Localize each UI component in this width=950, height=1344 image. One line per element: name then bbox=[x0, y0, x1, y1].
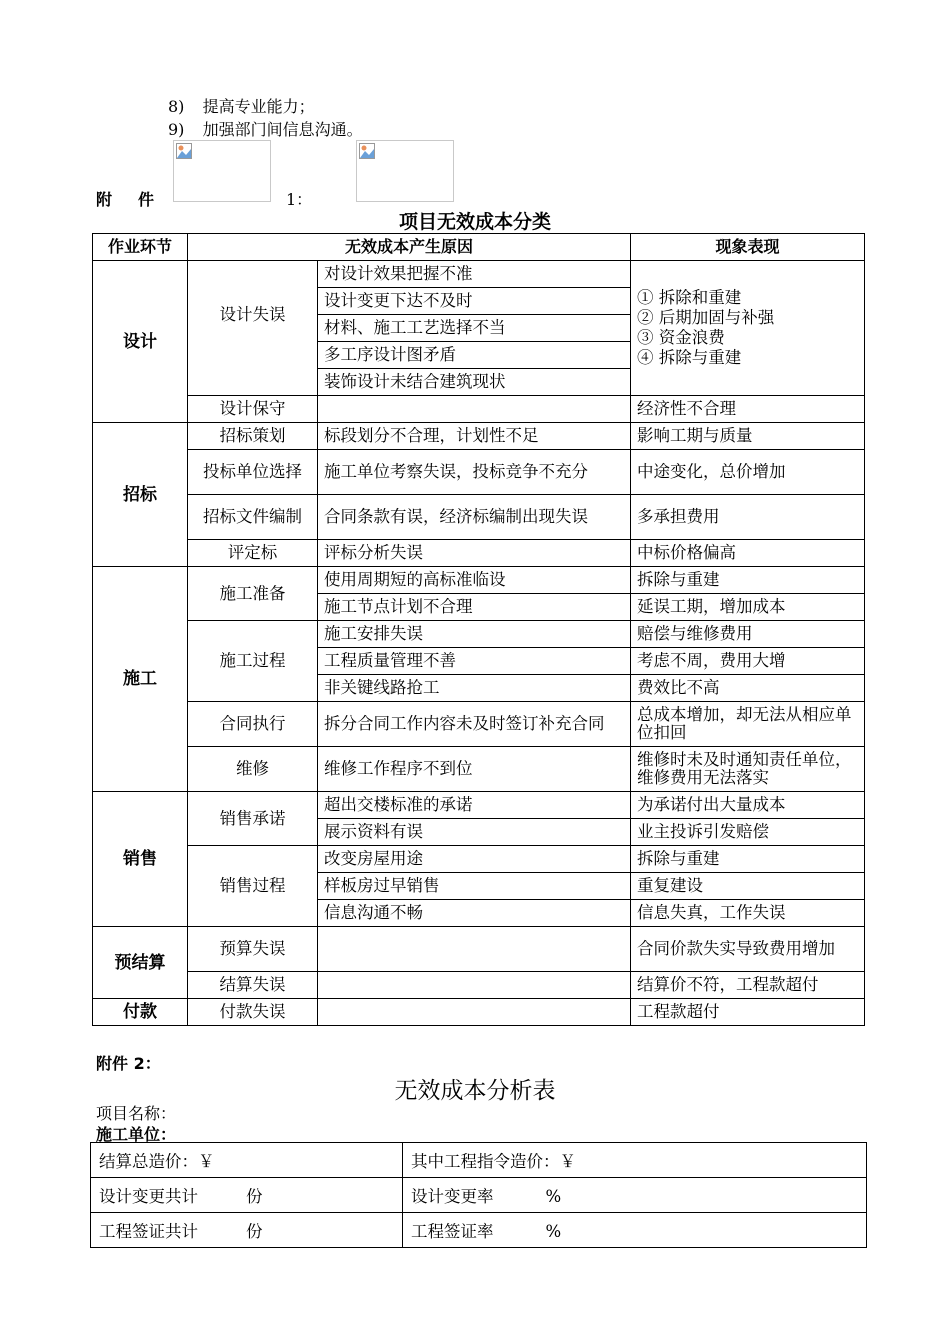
effect-cell: 延误工期，增加成本 bbox=[631, 594, 865, 621]
table-row bbox=[93, 621, 865, 648]
table-row bbox=[93, 927, 865, 972]
sub-cell: 合同执行 bbox=[188, 702, 318, 747]
effect-line: ① 拆除和重建 bbox=[637, 288, 742, 307]
instruction-cost-cell bbox=[403, 1143, 867, 1178]
broken-image-icon bbox=[176, 143, 192, 159]
table-row bbox=[93, 972, 865, 999]
cell-label: 其中工程指令造价：￥ bbox=[411, 1152, 576, 1171]
sub-design-conservative: 设计保守 bbox=[188, 396, 318, 423]
design-change-count-cell bbox=[91, 1178, 403, 1213]
reason-cell: 非关键线路抢工 bbox=[318, 675, 631, 702]
invalid-cost-category-table bbox=[92, 233, 865, 1026]
sub-cell: 施工准备 bbox=[188, 567, 318, 621]
header-effect: 现象表现 bbox=[631, 234, 865, 261]
list-item-8 bbox=[168, 94, 315, 117]
effect-cell: 维修时未及时通知责任单位，维修费用无法落实 bbox=[631, 747, 865, 792]
reason-cell: 使用周期短的高标准临设 bbox=[318, 567, 631, 594]
sub-cell: 销售承诺 bbox=[188, 792, 318, 846]
table-row bbox=[93, 792, 865, 819]
sub-cell: 销售过程 bbox=[188, 846, 318, 927]
table-row bbox=[93, 846, 865, 873]
table-row bbox=[93, 261, 865, 288]
effect-cell: 为承诺付出大量成本 bbox=[631, 792, 865, 819]
list-text: 加强部门间信息沟通。 bbox=[202, 120, 363, 139]
table-row bbox=[93, 495, 865, 540]
effect-cell: 重复建设 bbox=[631, 873, 865, 900]
effect-cell: 中途变化，总价增加 bbox=[631, 450, 865, 495]
stage-construction: 施工 bbox=[93, 567, 188, 792]
sub-cell: 投标单位选择 bbox=[188, 450, 318, 495]
table-header-row bbox=[93, 234, 865, 261]
attachment1-number: 1： bbox=[286, 190, 313, 209]
reason-cell: 材料、施工工艺选择不当 bbox=[318, 315, 631, 342]
sub-cell: 维修 bbox=[188, 747, 318, 792]
reason-cell: 评标分析失误 bbox=[318, 540, 631, 567]
effect-line: ② 后期加固与补强 bbox=[637, 308, 775, 327]
cell-label: 设计变更共计 bbox=[99, 1187, 198, 1206]
reason-cell: 施工安排失误 bbox=[318, 621, 631, 648]
site-visa-count-cell bbox=[91, 1213, 403, 1248]
table-row bbox=[93, 540, 865, 567]
reason-cell: 超出交楼标准的承诺 bbox=[318, 792, 631, 819]
reason-cell: 装饰设计未结合建筑现状 bbox=[318, 369, 631, 396]
reason-cell: 合同条款有误，经济标编制出现失误 bbox=[318, 495, 631, 540]
table-row bbox=[93, 747, 865, 792]
effect-cell: 经济性不合理 bbox=[631, 396, 865, 423]
effect-cell: 总成本增加，却无法从相应单位扣回 bbox=[631, 702, 865, 747]
reason-cell: 拆分合同工作内容未及时签订补充合同 bbox=[318, 702, 631, 747]
table-row bbox=[91, 1178, 867, 1213]
cell-unit: % bbox=[545, 1187, 562, 1206]
reason-cell bbox=[318, 972, 631, 999]
reason-cell: 工程质量管理不善 bbox=[318, 648, 631, 675]
attachment1-label-b: 件 bbox=[138, 190, 155, 209]
invalid-cost-analysis-table bbox=[90, 1142, 867, 1248]
effect-cell: 结算价不符，工程款超付 bbox=[631, 972, 865, 999]
list-item-9 bbox=[168, 117, 363, 140]
reason-cell: 样板房过早销售 bbox=[318, 873, 631, 900]
reason-cell: 设计变更下达不及时 bbox=[318, 288, 631, 315]
cell-label: 设计变更率 bbox=[411, 1187, 494, 1206]
reason-cell: 施工单位考察失误，投标竞争不充分 bbox=[318, 450, 631, 495]
list-number: 8) bbox=[168, 97, 185, 116]
sub-cell: 招标文件编制 bbox=[188, 495, 318, 540]
effect-cell: 费效比不高 bbox=[631, 675, 865, 702]
stage-payment: 付款 bbox=[93, 999, 188, 1026]
reason-cell-empty bbox=[318, 396, 631, 423]
sub-cell: 评定标 bbox=[188, 540, 318, 567]
effect-cell: 拆除与重建 bbox=[631, 567, 865, 594]
stage-tender: 招标 bbox=[93, 423, 188, 567]
sub-cell: 施工过程 bbox=[188, 621, 318, 702]
effect-cell: 多承担费用 bbox=[631, 495, 865, 540]
effect-cell: 拆除与重建 bbox=[631, 846, 865, 873]
project-name-label: 项目名称： bbox=[96, 1104, 177, 1123]
header-stage: 作业环节 bbox=[93, 234, 188, 261]
broken-image-placeholder bbox=[173, 140, 271, 202]
table1-title: 项目无效成本分类 bbox=[398, 211, 551, 233]
cell-unit: 份 bbox=[246, 1187, 263, 1206]
cell-unit: 份 bbox=[246, 1222, 263, 1241]
effect-cell: 工程款超付 bbox=[631, 999, 865, 1026]
total-cost-cell bbox=[91, 1143, 403, 1178]
contractor-label: 施工单位： bbox=[96, 1125, 177, 1144]
cell-label: 工程签证共计 bbox=[99, 1222, 198, 1241]
cell-unit: % bbox=[545, 1222, 562, 1241]
reason-cell: 标段划分不合理，计划性不足 bbox=[318, 423, 631, 450]
table2-title: 无效成本分析表 bbox=[394, 1078, 556, 1104]
reason-cell bbox=[318, 999, 631, 1026]
effect-line: ③ 资金浪费 bbox=[637, 328, 725, 347]
attachment2-label: 附件 2： bbox=[96, 1054, 161, 1073]
table-row bbox=[93, 450, 865, 495]
table-row bbox=[93, 423, 865, 450]
table-row bbox=[93, 702, 865, 747]
effect-cell: 业主投诉引发赔偿 bbox=[631, 819, 865, 846]
design-change-rate-cell bbox=[403, 1178, 867, 1213]
table-row bbox=[93, 396, 865, 423]
stage-design: 设计 bbox=[93, 261, 188, 423]
reason-cell: 多工序设计图矛盾 bbox=[318, 342, 631, 369]
reason-cell: 信息沟通不畅 bbox=[318, 900, 631, 927]
sub-cell: 预算失误 bbox=[188, 927, 318, 972]
sub-cell: 招标策划 bbox=[188, 423, 318, 450]
broken-image-placeholder bbox=[356, 140, 454, 202]
effect-cell: 赔偿与维修费用 bbox=[631, 621, 865, 648]
stage-settlement: 预结算 bbox=[93, 927, 188, 999]
sub-cell: 结算失误 bbox=[188, 972, 318, 999]
table-row bbox=[91, 1143, 867, 1178]
table-row bbox=[91, 1213, 867, 1248]
effect-cell-design bbox=[631, 261, 865, 396]
reason-cell: 维修工作程序不到位 bbox=[318, 747, 631, 792]
effect-cell: 合同价款失实导致费用增加 bbox=[631, 927, 865, 972]
effect-cell: 影响工期与质量 bbox=[631, 423, 865, 450]
reason-cell bbox=[318, 927, 631, 972]
broken-image-icon bbox=[359, 143, 375, 159]
list-number: 9) bbox=[168, 120, 185, 139]
reason-cell: 对设计效果把握不准 bbox=[318, 261, 631, 288]
reason-cell: 施工节点计划不合理 bbox=[318, 594, 631, 621]
stage-sales: 销售 bbox=[93, 792, 188, 927]
reason-cell: 展示资料有误 bbox=[318, 819, 631, 846]
effect-line: ④ 拆除与重建 bbox=[637, 348, 742, 367]
attachment1-label-a: 附 bbox=[96, 190, 113, 209]
table-row bbox=[93, 567, 865, 594]
effect-cell: 中标价格偏高 bbox=[631, 540, 865, 567]
table-row bbox=[93, 999, 865, 1026]
effect-cell: 信息失真，工作失误 bbox=[631, 900, 865, 927]
effect-cell: 考虑不周，费用大增 bbox=[631, 648, 865, 675]
sub-design-error: 设计失误 bbox=[188, 261, 318, 396]
cell-label: 工程签证率 bbox=[411, 1222, 494, 1241]
list-text: 提高专业能力； bbox=[202, 97, 315, 116]
sub-cell: 付款失误 bbox=[188, 999, 318, 1026]
cell-label: 结算总造价：￥ bbox=[99, 1152, 215, 1171]
header-reason: 无效成本产生原因 bbox=[188, 234, 631, 261]
reason-cell: 改变房屋用途 bbox=[318, 846, 631, 873]
site-visa-rate-cell bbox=[403, 1213, 867, 1248]
